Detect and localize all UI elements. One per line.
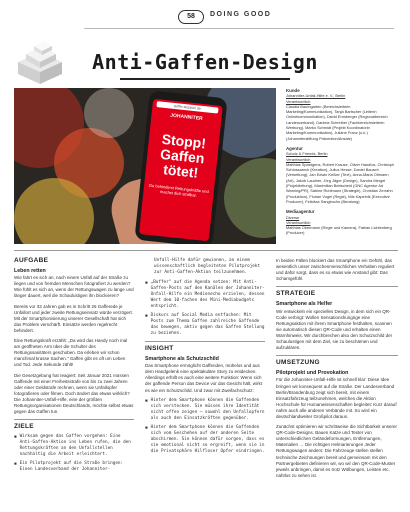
paragraph: Zunächst optimieren wir schrittweise die Sichtbarkeit unserer QR-Code-Designs. Bauen Katze und Tester von unterschiedlichen Geländeformungen, Entfernungen, Materialien … Die richtigen Helmarierungen Jeder Rettungswagen anders: Die Fahrzeuge stellen stellen technische Zeichnungen bereit und gemeinsam mit den Partnergebieten definieren wir, wo wir den QR-Code-Muster jeweils anbringen, damit es trotz Wölbungen, Leisten etc. nahtlos zu sehen ist. <box>276 424 398 478</box>
list-item-text: Ein Pilotprojekt auf die Straße bringen: Einen Landesverband der Johanniter- <box>19 461 124 473</box>
square-bullet-icon: ■ <box>145 280 148 285</box>
credits-role: Scholz & Friends, Berlin <box>286 151 328 157</box>
headline-line: Stopp! <box>161 130 207 152</box>
credits-team: Matthias Obermann (Regie und Kamera), Fabian Lichtenberg (Producer) <box>286 225 392 236</box>
credits-label: Verantwortlich <box>286 156 311 162</box>
phone-screen <box>139 99 223 242</box>
text-column-1 <box>14 258 134 476</box>
square-bullet-icon: ■ <box>14 434 17 440</box>
credits-heading: Mediaagentur <box>286 209 315 215</box>
credits-label: Verantwortlich <box>286 98 311 104</box>
paragraph: Die Gesetzgebung hat reagiert: Seit Januar 2021 müssen Gaffende mit einer Freiheitsstrafe von bis zu zwei Jahren oder einer Geldstrafe rechnen, wenn sie Unfallopfer fotografieren oder filmen. Doch ändert das etwas wirklich? Die Johanniter-Unfall-Hilfe, eine der größten Rettungsorganisationen Deutschlands, möchte selbst etwas gegen das Gaffen tun. <box>14 372 134 415</box>
paragraph: In beiden Fällen blockiert das Smartphone ein Gefühl, das wesentlich unser zwischenmenschliches Verhalten reguliert und dafür sorgt, dass es so etwas wie Anstand gibt: Das Schamgefühl. <box>276 258 395 282</box>
page-number: 58 <box>178 10 204 24</box>
heading-ziele: ZIELE <box>14 423 34 431</box>
heading-strategie: STRATEGIE <box>276 290 316 298</box>
list-item-text: „Buffer" auf die Agenda setzen: Mit Anti-Gaffen-Posts auf den Kanälen der Johanniter-Unfall-Hilfe ein Medienecho erzielen, dessen Wert dem 10-fachen des Mini-Mediabudgets entspricht. <box>150 280 265 309</box>
section-label: DOING GOOD <box>210 11 272 18</box>
list-item <box>145 313 265 337</box>
list-item-text: Hinter dem Smartphone können die Gaffenden sich vom Geschehen auf der anderen Seite abschirmen. Sie können dafür sorgen, dass es sie emotional nicht so ergreift, wenn sie in die Privatsphäre Hilfloser Opfer eindringen. <box>150 424 265 454</box>
page-title: Anti-Gaffen-Design <box>92 50 318 74</box>
credits-role: Diverse <box>286 214 300 220</box>
list-item <box>14 434 134 458</box>
square-bullet-icon: ■ <box>145 397 148 403</box>
hero-photo <box>14 88 276 244</box>
credits-block <box>286 88 398 236</box>
list-item-text: Hinter dem Smartphone können die Gaffenden sich verstecken. Sie müssen ihre Identität nicht offen zeigen – sowohl den Unfallopfern als auch den Einsatzkräften gegenüber. <box>150 397 265 421</box>
column-rule <box>276 286 398 287</box>
list-item-text: Wirksam gegen das Gaffen vorgehen: Eine Anti-Gaffen-Aktion ins Leben rufen, die den Rettungskräften an den Unfallstellen nachhaltig die Arbeit erleichtert. <box>19 434 131 458</box>
paragraph: Das Smartphone ermöglicht Gaffenden, mühelos und aus dem Handgelenk eine spektakuläre Story zu entdecken. Allerdings erfüllt es auch eine weitere Funktion: Wenn sich der gaffende Person das Device vor das Gesicht hält, wirkt es wie ein Schutzschild. Und zwar mit Zweifachschutz: <box>145 363 262 393</box>
list-item <box>14 461 134 473</box>
credits-heading: Agentur <box>286 145 303 151</box>
section-divider <box>14 250 398 251</box>
subheading-umsetzung: Pilotprojekt und Provokation <box>276 370 349 377</box>
heading-insight: INSIGHT <box>145 345 174 352</box>
title-underline <box>120 78 290 80</box>
headline-line: Gaffen <box>159 145 206 167</box>
header-rule <box>84 28 394 29</box>
credits-heading: Kunde <box>286 88 300 93</box>
bokeh-shape <box>224 158 276 238</box>
credits-team: Matthias Spaetgens, Robert Krause, Oliver Handlos, Christoph Schlossareck (Kreation), Julius Hesse, Daniel Bausch (Verkettung), Jan Edwin Keßler (Text), Anna-Maria Oltmann (Art), Jakob Laudner, Jörg Jäger (Design), Sandra Mergel (Projektleitung), Maximilian Bettscheid (GNC Agentur Ad Warning/PR), Sabine Ruhlmann (Strategie), Christian Zerrahn (Produktion), Florian Vogel (Regie), Nils Kapelnik (Executive Producer), Felicitas Sangbuchs (Beratung) <box>286 161 395 204</box>
subheading-leben: Leben retten <box>14 268 46 275</box>
square-bullet-icon: ■ <box>14 461 17 467</box>
credits-team: Claudia Baumgarten (Bereichsleiterin Marketing/Kommunikation), Tanja Bartscher (Leiterin Onlinekommunikation), David Ernsberger (Regionalbereich Landesverband), Daniela Schreiber (Fachbereichsleiterin Werbung), Marko Schmidt (Projekt Koordinatorin Marketing/Kommunikation), Juliane Franz (o.k.) (Johanniterstiftung Prävention/Ansatz) <box>286 103 388 141</box>
phone-subline: Du behinderst Rettungskräfte und machst dich strafbar. <box>148 182 209 198</box>
list-item <box>145 398 265 422</box>
headline-line: tötet! <box>162 161 200 181</box>
bokeh-shape <box>84 88 134 138</box>
text-column-3 <box>276 258 398 483</box>
paragraph: Unfall-Hilfe dafür gewinnen, an einem wissenschaftlich begleiteten Pilotprojekt zur Anti-Gaffen-Aktion teilzunehmen. <box>154 258 261 275</box>
column-rule <box>276 355 398 356</box>
paragraph: Bereits vor 33 Jahren gab es in Schritt 26 Gafferede je Unfallort und jeder zweite Rettungseinsatz würde verzögert. Mit der Smartphonisierung unserer Gesellschaft hat sich das Problem verschärft. Einsätze werden regelrecht behindert. <box>14 303 134 333</box>
subheading-strategie: Smartphone als Helfer <box>276 301 333 308</box>
phone-headline <box>145 131 219 183</box>
heading-umsetzung: UMSETZUNG <box>276 359 320 367</box>
smartphone <box>134 90 227 244</box>
list-item <box>145 425 265 455</box>
paragraph: Wie fahrt es sich an, nach einem Unfall auf der Straße zu liegen und von fremden Menschen fotografiert zu werden? Wie fühlt es sich an, wenn der Rettungswagen zu lange und länger dauert, weil die Schaulustigen ihn blockieren? <box>14 275 134 299</box>
square-bullet-icon: ■ <box>145 313 148 318</box>
credits-label: Verantwortlich <box>286 219 311 225</box>
heading-aufgabe: AUFGABE <box>14 257 49 264</box>
subheading-insight: Smartphone als Schutzschild <box>145 356 219 363</box>
paragraph: Wir entwickeln ein spezielles Design, in dem sich ein QR-Code verbirgt: Wollen Sensationshungrige eine Rettungsaktion mit ihrem Smartphone festhalten, scannen sie automatisch diesen QR-Code und erhalten einen Warnhinweis. Wir durchbrechen also den Schutzschild der Schaulustigen mit dem Ziel, sie zu beschämen und aufzuklären. <box>276 308 393 351</box>
column-rule <box>14 419 134 420</box>
column-rule <box>145 341 265 342</box>
paragraph: Eine Rettungskraft erzählt: „Da wird das Handy noch mal am geöffneten Arm über die Schulter des Rettungssanitäters geschoben. Da erleben wir schon manchmal krasse Sachen." Gaffen gibt es oft um Leben und Tod. Jede Sekunde zählt! <box>14 338 128 368</box>
paragraph: Für die Johanniter-Unfall-Hilfe ist schnell klar: Diese Idee bringen wir konsequent auf die Straße. Der Landesverband Berlin/Brandenburg zeigt sich bereit, mit einem Einsatzfahrzeug teilzunehmen, welches die Aktion Hochschule für Humanwissenschaften begleitet: Kurz darauf nahm auch alle anderen Verbände mit. So wird ein deutschlandweiter Großpilot daraus. <box>276 377 397 419</box>
list-item-text: Diskurs auf Social Media entfachen: Mit Posts zum Thema Gaffen zahlreiche Gaffende das bewegen, aktiv gegen das Gaffen Stellung zu beziehen. <box>150 313 265 336</box>
text-column-2 <box>145 258 265 458</box>
page-header <box>0 10 410 26</box>
list-item <box>145 280 265 310</box>
phone-url-bar: gaffer.stoppen.de <box>156 101 218 113</box>
square-bullet-icon: ■ <box>145 424 148 430</box>
credits-role: Johanniter-Unfall-Hilfe e. V., Berlin <box>286 93 346 99</box>
phone-brand: JOHANNITER <box>169 112 203 122</box>
